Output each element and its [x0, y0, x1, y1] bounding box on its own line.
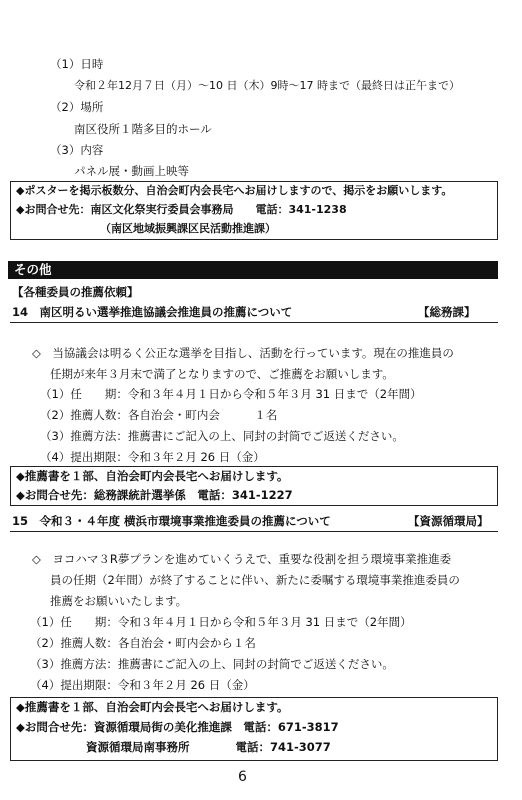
item14-count: （2）推薦人数：各自治会・町内会 １名 [40, 408, 278, 422]
poster-contact-sub: （南区地域振興課区民活動推進課） [100, 222, 276, 235]
item15-term: （1）任 期：令和３年４月１日から令和５年３月 31 日まで（2年間） [30, 615, 412, 629]
item14-intro-2: 任期が来年３月末で満了となりますので、ご推薦をお願いします。 [50, 367, 394, 381]
item14-dept: 【総務課】 [418, 305, 476, 319]
item14-title: 14 南区明るい選挙推進協議会推進員の推薦について [12, 305, 293, 319]
item14-method: （3）推薦方法：推薦書にご記入の上、同封の封筒でご返送ください。 [40, 429, 404, 443]
item15-intro-2: 員の任期（2年間）が終了することに伴い、新たに委嘱する環境事業推進委員の [50, 573, 460, 587]
item14-deadline: （4）提出期限：令和３年２月 26 日（金） [40, 450, 265, 464]
poster-delivery-note: ◆ポスターを掲示板数分、自治会町内会長宅へお届けしますので、掲示をお願いします。 [16, 184, 453, 197]
item14-term: （1）任 期：令和３年４月１日から令和５年３月 31 日まで（2年間） [40, 387, 422, 401]
event-item1-label: （1）日時 [50, 57, 104, 71]
event-item3-label: （3）内容 [50, 143, 104, 157]
item14-contact: ◆お問合せ先：総務課統計選挙係 電話：341-1227 [16, 488, 293, 502]
event-item2-text: 南区役所１階多目的ホール [74, 122, 212, 136]
page-number: 6 [238, 769, 247, 785]
section-header-other: その他 [8, 261, 498, 279]
item15-intro-1: ◇ ヨコハマ３R夢プランを進めていくうえで、重要な役割を担う環境事業推進委 [32, 552, 452, 566]
item15-intro-3: 推薦をお願いいたします。 [50, 594, 188, 608]
event-item3-text: パネル展・動画上映等 [74, 164, 189, 178]
event-item2-label: （2）場所 [50, 100, 104, 114]
item15-title: 15 令和３・４年度 横浜市環境事業推進委員の推薦について [12, 514, 331, 528]
item15-contact-sub: 資源循環局南事務所 電話：741-3077 [86, 740, 331, 754]
item15-count: （2）推薦人数：各自治会・町内会から１名 [30, 636, 256, 650]
item14-delivery-note: ◆推薦書を１部、自治会町内会長宅へお届けします。 [16, 469, 289, 483]
item15-deadline: （4）提出期限：令和３年２月 26 日（金） [30, 678, 255, 692]
item15-delivery-note: ◆推薦書を１部、自治会町内会長宅へお届けします。 [16, 700, 289, 714]
item15-rule [10, 531, 498, 532]
item15-dept: 【資源循環局】 [408, 514, 489, 528]
item15-method: （3）推薦方法：推薦書にご記入の上、同封の封筒でご返送ください。 [30, 657, 394, 671]
item15-contact: ◆お問合せ先：資源循環局街の美化推進課 電話：671-3817 [16, 720, 339, 734]
item14-intro-1: ◇ 当協議会は明るく公正な選挙を目指し、活動を行っています。現在の推進員の [32, 346, 454, 360]
subheading-recommendation: 【各種委員の推薦依頼】 [12, 285, 139, 299]
item14-rule [10, 322, 498, 323]
event-item1-text: 令和２年12月７日（月）～10 日（木）9時～17 時まで（最終日は正午まで） [74, 79, 460, 92]
poster-contact: ◆お問合せ先：南区文化祭実行委員会事務局 電話：341-1238 [16, 203, 347, 216]
